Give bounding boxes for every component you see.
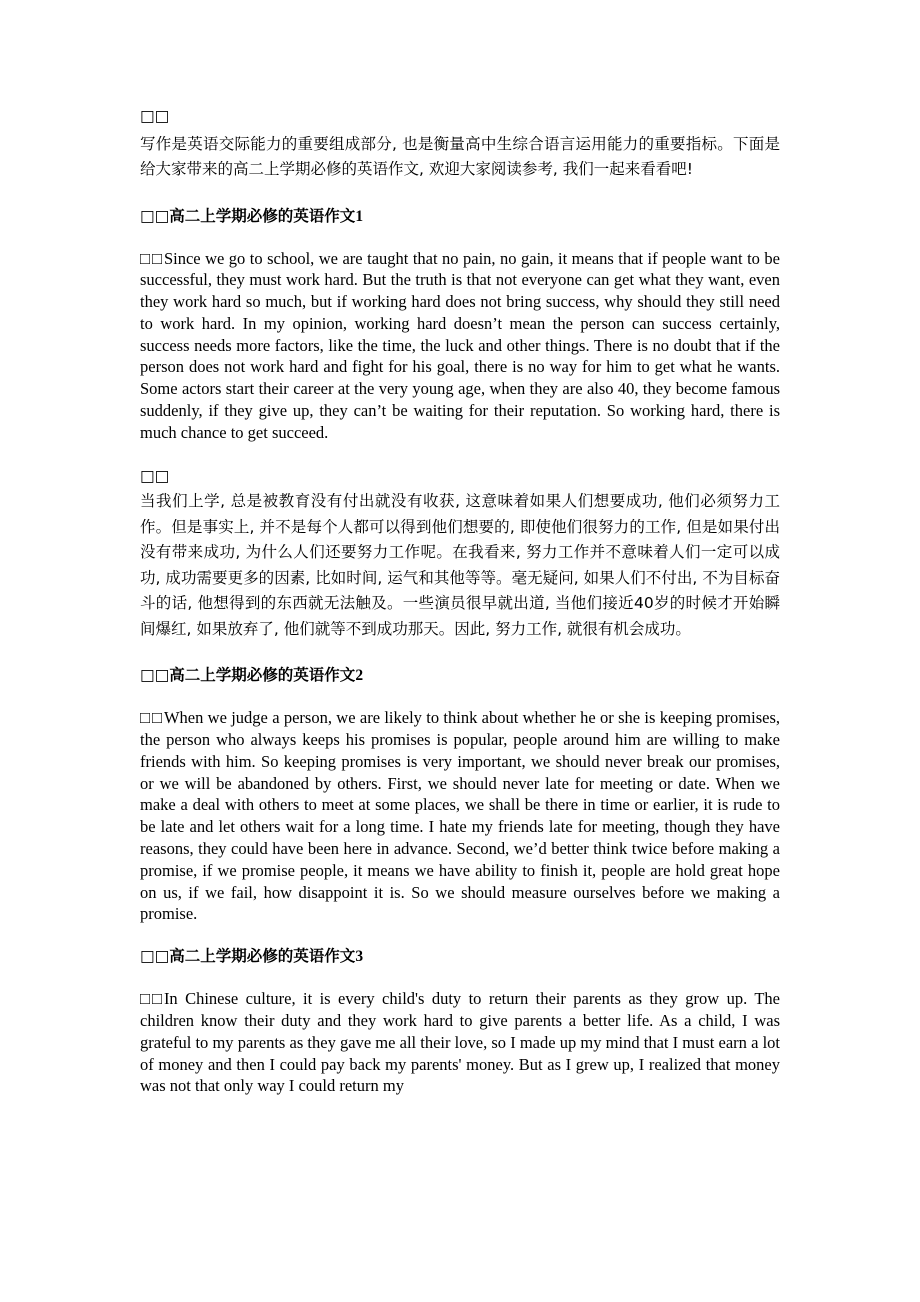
section-1-paragraph-cn: 当我们上学, 总是被教育没有付出就没有收获, 这意味着如果人们想要成功, 他们必须努力工作。但是事实上, 并不是每个人都可以得到他们想要的, 即使他们很努力的工作, 但是如果付出没有带来成功, 为什么人们还要努力工作呢。在我看来, 努力工作并不意味着人们一定可以成功, 成功需要更多的因素, 比如时间, 运气和其他等等。毫无疑问, 如果人们不付出, 不为目标奋斗的话, 他想得到的东西就无法触及。一些演员很早就出道, 当他们接近40岁的时候才开始瞬间爆红, 如果放弃了, 他们就等不到成功那天。因此, 努力工作, 就很有机会成功。 (140, 492, 780, 638)
section-heading-3 (140, 945, 780, 968)
paragraph-text: Since we go to school, we are taught that no pain, no gain, it means that if people want to be successful, they must work hard. But the truth is that not everyone can get what they want, even they work hard so much, but if working hard does not bring success, why should they still need to work hard. In my opinion, working hard doesn’t mean the person can success certainly, success needs more factors, like the time, the luck and other things. There is no doubt that if the person does not work hard and fight for his goal, there is no way for him to get what he wants. Some actors start their career at the very young age, when they are also 40, they become famous suddenly, if they give up, they can’t be waiting for their reputation. So working hard, there is much chance to get succeed. (140, 248, 780, 442)
paragraph-marker: □□ (140, 248, 164, 268)
section-1-paragraph-en (140, 248, 780, 444)
document-body (140, 104, 780, 1097)
spacer (140, 968, 780, 988)
heading-number: 1 (355, 207, 364, 225)
section-heading-1 (140, 205, 780, 228)
paragraph-text: In Chinese culture, it is every child's duty to return their parents as they grow up. The children know their duty and they work hard to give parents a better life. As a child, I was grateful to my parents as they gave me all their love, so I made up my mind that I must earn a lot of money and then I could pay back my parents' money. But as I grew up, I realized that money was not that only way I could return my (140, 989, 780, 1096)
heading-text: 高二上学期必修的英语作文 (169, 666, 356, 685)
lead-marker: □□ (140, 107, 170, 125)
heading-number: 2 (355, 667, 364, 685)
heading-number: 3 (355, 948, 364, 966)
section-2-paragraph-en (140, 707, 780, 925)
spacer (140, 444, 780, 464)
heading-text: 高二上学期必修的英语作文 (169, 206, 356, 225)
section-3-paragraph-en (140, 988, 780, 1097)
section-1-paragraph-cn-marker: □□ (140, 466, 170, 485)
spacer (140, 687, 780, 707)
paragraph-marker: □□ (140, 708, 164, 728)
heading-text: 高二上学期必修的英语作文 (169, 947, 356, 966)
section-heading-2 (140, 664, 780, 687)
paragraph-text: When we judge a person, we are likely to think about whether he or she is keeping promises, the person who always keeps his promises is popular, people around him are willing to make friends with him. So keeping promises is very important, we should never break our promises, or we will be abandoned by others. First, we should never late for meeting or date. When we make a deal with others to meet at some places, we shall be there in time or earlier, it is rude to be late and let others wait for a long time. I hate my friends late for meeting, though they have reasons, they could have been here in advance. Second, we’d better think twice before making a promise, if we promise people, it means we have ability to finish it, people are hold great hope on us, if we fail, how disappoint it is. So we should measure ourselves before we making a promise. (140, 708, 780, 924)
heading-marker: □□ (140, 206, 170, 225)
spacer (140, 925, 780, 945)
heading-marker: □□ (140, 666, 170, 685)
spacer (140, 228, 780, 248)
spacer (140, 642, 780, 664)
paragraph-marker: □□ (140, 989, 164, 1009)
lead-paragraph: 写作是英语交际能力的重要组成部分, 也是衡量高中生综合语言运用能力的重要指标。下面是给大家带来的高二上学期必修的英语作文, 欢迎大家阅读参考, 我们一起来看看吧! (140, 134, 780, 178)
spacer (140, 183, 780, 205)
heading-marker: □□ (140, 947, 170, 966)
